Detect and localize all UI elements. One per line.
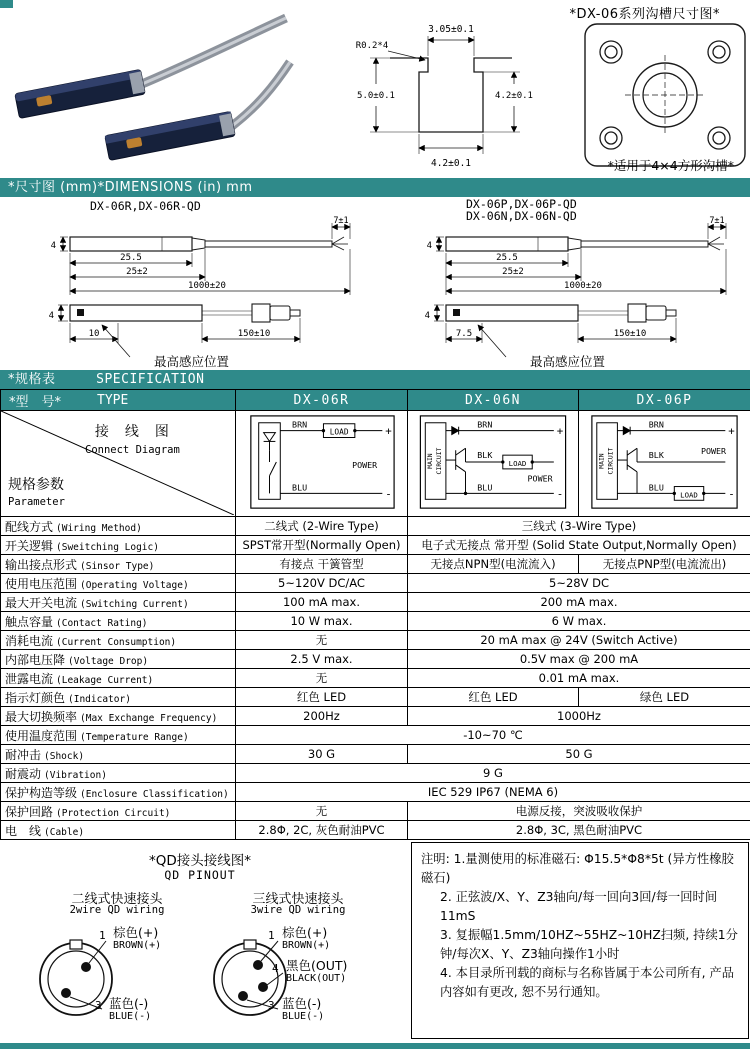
- pin-label-en: BLUE(-): [109, 1011, 152, 1023]
- spec-row-max-frequency: [1, 707, 750, 726]
- label-cn: 消耗电流: [5, 633, 54, 648]
- dim-10: 10: [88, 329, 100, 339]
- minus-terminal: -: [728, 487, 735, 501]
- wire-blu-label: BLU: [477, 482, 493, 493]
- dim-25: 25±2: [126, 267, 148, 277]
- spec-cell: 30 G: [236, 745, 408, 764]
- label-cn: 开关逻辑: [5, 538, 54, 553]
- spec-row-label: [1, 726, 236, 745]
- transistor-and-wires: [617, 427, 725, 501]
- label-cn: 配线方式: [5, 519, 54, 534]
- circuit-label: CIRCUIT: [434, 447, 443, 475]
- spec-row-protection-circuit: [1, 802, 750, 821]
- spec-cell: -10~70 ℃: [236, 726, 750, 745]
- wire-blk-label: BLK: [477, 450, 493, 461]
- qd-2wire-header-en: 2wire QD wiring: [69, 904, 165, 916]
- label-en: (Shock): [44, 750, 85, 762]
- connect-diagram-label: [85, 421, 180, 456]
- qd-connector-drawings: [0, 841, 411, 1043]
- spec-row-label: [1, 783, 236, 802]
- spec-row-label: [1, 821, 236, 840]
- spec-row-label: [1, 745, 236, 764]
- note-item: 2. 正弦波/X、Y、Z3轴向/每一回向3回/每一回时间11mS: [440, 890, 718, 924]
- qd-2wire-header-cn: 二线式快速接头: [71, 892, 163, 907]
- dimension-drawing-dx06r: [2, 197, 372, 370]
- spec-row-label: [1, 536, 236, 555]
- spec-cell: 无: [236, 631, 408, 650]
- spec-row-label: [1, 631, 236, 650]
- spec-cell: 5~120V DC/AC: [236, 574, 408, 593]
- connect-diagram-dx06p: [579, 411, 749, 515]
- spec-row-indicator: [1, 688, 750, 707]
- label-cn: 使用温度范围: [5, 728, 78, 743]
- label-en: (Current Consumption): [56, 636, 177, 648]
- label-en: (Vibration): [44, 769, 107, 781]
- label-en: (Enclosure Classification): [80, 788, 229, 800]
- label-en: (Contact Rating): [56, 617, 148, 629]
- plus-terminal: +: [385, 424, 392, 438]
- groove-diagram-title: *DX-06系列沟槽尺寸图*: [569, 7, 720, 22]
- dim-7: 7±1: [709, 216, 725, 226]
- spec-row-shock: [1, 745, 750, 764]
- diagram-header-cell: [1, 411, 236, 517]
- reed-led-component: [259, 423, 281, 500]
- specification-header-bar: [0, 370, 750, 389]
- spec-cell: 9 G: [236, 764, 750, 783]
- groove-dim-radius: R0.2*4: [355, 41, 389, 51]
- load-label: LOAD: [329, 427, 349, 437]
- spec-cell: 二线式 (2-Wire Type): [236, 517, 408, 536]
- spec-cell: 0.5V max @ 200 mA: [408, 650, 750, 669]
- label-en: (Sweitching Logic): [56, 541, 159, 553]
- pin-label-brown-2w: [113, 926, 161, 952]
- groove-dim-right: 4.2±0.1: [495, 91, 533, 101]
- spec-cell: 绿色 LED: [579, 688, 750, 707]
- bottom-section: [0, 841, 750, 1043]
- label-cn: 输出接点形式: [5, 557, 78, 572]
- dimensions-header-bar: [0, 178, 750, 197]
- pin-number: 4: [272, 962, 279, 975]
- groove-dim-top: 3.05±0.1: [428, 24, 474, 35]
- pin-number: 1: [268, 929, 275, 942]
- qd-pinout-title-en: QD PINOUT: [164, 868, 236, 882]
- main-label: MAIN: [597, 453, 606, 469]
- minus-terminal: -: [385, 487, 392, 501]
- dim-255: 25.5: [120, 253, 142, 263]
- spec-cell: 红色 LED: [236, 688, 408, 707]
- spec-cell: 无接点NPN型(电流流入): [408, 555, 579, 574]
- connect-diagram-en: Connect Diagram: [85, 444, 180, 456]
- dim-4-bottom: 4: [48, 311, 54, 321]
- label-cn: 内部电压降: [5, 652, 66, 667]
- spec-row-vibration: [1, 764, 750, 783]
- dimensions-header-text: *尺寸图 (mm)*DIMENSIONS (in) mm: [8, 180, 253, 195]
- groove-dimension-diagram: [332, 20, 750, 172]
- pin-label-cn: 棕色(+): [113, 925, 159, 940]
- spec-cell: 6 W max.: [408, 612, 750, 631]
- label-cn: 使用电压范围: [5, 576, 78, 591]
- spec-row-label: [1, 555, 236, 574]
- spec-cell: 5~28V DC: [408, 574, 750, 593]
- label-cn: 电 线: [5, 823, 42, 838]
- parameter-label: [8, 474, 65, 508]
- power-label: POWER: [352, 459, 378, 470]
- dim-75: 7.5: [455, 329, 473, 339]
- sensor-body-1: [15, 69, 145, 118]
- pin-number: 3: [95, 999, 102, 1012]
- type-header-label-cell: [1, 390, 236, 411]
- main-label: MAIN: [426, 453, 435, 469]
- label-cn: 最大切换频率: [5, 709, 78, 724]
- spec-cell: 0.01 mA max.: [408, 669, 750, 688]
- label-en: (Switching Current): [80, 598, 189, 610]
- circuit-cell-dx06n: [408, 411, 579, 517]
- dim-4-bottom: 4: [424, 311, 430, 321]
- spec-row-label: [1, 669, 236, 688]
- spec-cell: 1000Hz: [408, 707, 750, 726]
- dim-4-top: 4: [50, 241, 56, 251]
- pin-label-blue-2w: [109, 997, 151, 1023]
- notes-box: [411, 842, 749, 1039]
- max-sensing-label: 最高感应位置: [530, 354, 606, 369]
- spec-row-label: [1, 688, 236, 707]
- spec-row-current-consumption: [1, 631, 750, 650]
- label-cn: 触点容量: [5, 614, 54, 629]
- spec-row-wiring-method: [1, 517, 750, 536]
- spec-row-label: [1, 707, 236, 726]
- spec-row-temperature-range: [1, 726, 750, 745]
- power-label: POWER: [701, 446, 727, 457]
- label-cn: 指示灯颜色: [5, 690, 66, 705]
- qd-pinout-title-cn: *QD接头接线图*: [148, 853, 252, 869]
- spec-row-label: [1, 612, 236, 631]
- parameter-en: Parameter: [8, 496, 65, 508]
- spec-cell: 电源反接，突波吸收保护: [408, 802, 750, 821]
- spec-row-label: [1, 593, 236, 612]
- spec-cell: 2.5 V max.: [236, 650, 408, 669]
- parameter-cn: 规格参数: [8, 477, 64, 493]
- spec-row-label: [1, 802, 236, 821]
- spec-row-label: [1, 764, 236, 783]
- dim-7: 7±1: [333, 216, 349, 226]
- sensor-body-2: [105, 111, 235, 160]
- groove-fit-note: *适用于4×4方形沟槽*: [607, 158, 734, 173]
- connect-diagram-row: [1, 411, 750, 517]
- max-sensing-label: 最高感应位置: [154, 354, 230, 369]
- spec-header-cn: *规格表: [8, 372, 56, 387]
- wire-blu-label: BLU: [292, 482, 308, 493]
- model-header-dx06p: DX-06P: [579, 390, 750, 411]
- pin-label-blue-3w: [282, 997, 324, 1023]
- pin-label-en: BROWN(+): [113, 940, 162, 952]
- type-label-cn: *型 号*: [9, 394, 62, 410]
- qd-3wire-header-en: 3wire QD wiring: [250, 904, 346, 916]
- spec-row-switching-logic: [1, 536, 750, 555]
- spec-row-contact-rating: [1, 612, 750, 631]
- bottom-accent-bar: [0, 1043, 750, 1049]
- qd-3wire-header-cn: 三线式快速接头: [252, 892, 344, 907]
- top-section: [0, 0, 750, 178]
- power-label: POWER: [527, 473, 553, 484]
- spec-header-en: SPECIFICATION: [96, 372, 205, 387]
- spec-cell: 2.8Φ, 3C, 黑色耐油PVC: [408, 821, 750, 840]
- notes-heading: 注明:: [421, 852, 450, 866]
- dimension-drawing-dx06pn: [378, 197, 748, 370]
- label-en: (Sinsor Type): [80, 560, 155, 572]
- sensor-cables: [142, 18, 290, 126]
- label-en: (Operating Voltage): [80, 579, 189, 591]
- model-header-dx06n: DX-06N: [408, 390, 579, 411]
- groove-dim-bottom: 4.2±0.1: [430, 158, 472, 169]
- spec-cell: 无接点PNP型(电流流出): [579, 555, 750, 574]
- model-label: DX-06R,DX-06R-QD: [90, 199, 201, 213]
- spec-row-leakage-current: [1, 669, 750, 688]
- note-item: 3. 复振幅1.5mm/10HZ~55HZ~10HZ扫频, 持续1分钟/每次X、Y、Z3轴向操作1小时: [440, 928, 738, 962]
- spec-cell: SPST常开型(Normally Open): [236, 536, 408, 555]
- spec-cell: 电子式无接点 常开型 (Solid State Output,Normally Open): [408, 536, 750, 555]
- pin-label-en: BLACK(OUT): [286, 973, 347, 985]
- label-en: (Indicator): [68, 693, 131, 705]
- spec-cell: 200 mA max.: [408, 593, 750, 612]
- spec-cell: 20 mA max @ 24V (Switch Active): [408, 631, 750, 650]
- spec-cell: 红色 LED: [408, 688, 579, 707]
- dim-1000: 1000±20: [188, 281, 226, 291]
- dim-150: 150±10: [237, 329, 271, 339]
- spec-row-switching-current: [1, 593, 750, 612]
- label-en: (Max Exchange Frequency): [80, 712, 218, 724]
- dim-150: 150±10: [613, 329, 647, 339]
- label-en: (Voltage Drop): [68, 655, 149, 667]
- pin-label-en: BROWN(+): [282, 940, 331, 952]
- pin-label-cn: 蓝色(-): [282, 996, 322, 1011]
- plus-terminal: +: [728, 424, 735, 438]
- dimension-drawings-section: [0, 197, 750, 370]
- pin-label-brown-3w: [282, 926, 330, 952]
- connect-diagram-dx06r: [236, 411, 406, 515]
- wire-brn-label: BRN: [648, 419, 664, 430]
- pin-label-cn: 黑色(OUT): [286, 958, 348, 973]
- dim-1000: 1000±20: [564, 281, 602, 291]
- label-en: (Cable): [44, 826, 85, 838]
- dim-4-top: 4: [426, 241, 432, 251]
- dim-25: 25±2: [502, 267, 524, 277]
- label-en: (Protection Circuit): [56, 807, 171, 819]
- label-cn: 耐冲击: [5, 747, 42, 762]
- pin-label-cn: 棕色(+): [282, 925, 328, 940]
- spec-row-operating-voltage: [1, 574, 750, 593]
- connect-diagram-cn: 接 线 图: [94, 424, 170, 440]
- note-item: 1.量测使用的标准磁石: Φ15.5*Φ8*5t (异方性橡胶磁石): [421, 852, 734, 886]
- type-label-en: TYPE: [97, 392, 129, 408]
- spec-row-sensor-type: [1, 555, 750, 574]
- spec-cell: 10 W max.: [236, 612, 408, 631]
- spec-cell: 无: [236, 669, 408, 688]
- label-cn: 保护构造等级: [5, 785, 78, 800]
- product-photo: [2, 6, 294, 174]
- groove-dim-left: 5.0±0.1: [357, 91, 395, 101]
- spec-row-label: [1, 517, 236, 536]
- spec-cell: 三线式 (3-Wire Type): [408, 517, 750, 536]
- circuit-cell-dx06p: [579, 411, 750, 517]
- spec-row-cable: [1, 821, 750, 840]
- pin-label-en: BLUE(-): [282, 1011, 325, 1023]
- circuit-cell-dx06r: [236, 411, 408, 517]
- spec-row-enclosure: [1, 783, 750, 802]
- label-cn: 泄露电流: [5, 671, 54, 686]
- label-en: (Leakage Current): [56, 674, 154, 686]
- note-item: 4. 本目录所刊载的商标与名称皆属于本公司所有, 产品内容如有更改, 恕不另行通知。: [440, 966, 734, 1000]
- specification-table: [0, 389, 750, 840]
- spec-row-label: [1, 574, 236, 593]
- spec-cell: 100 mA max.: [236, 593, 408, 612]
- spec-cell: IEC 529 IP67 (NEMA 6): [236, 783, 750, 802]
- pin-label-black-3w: [286, 959, 347, 985]
- dim-255: 25.5: [496, 253, 518, 263]
- wire-blu-label: BLU: [648, 482, 664, 493]
- note-line-1: [421, 850, 739, 888]
- pin-label-cn: 蓝色(-): [109, 996, 149, 1011]
- spec-cell: 50 G: [408, 745, 750, 764]
- flange-front-view: [585, 24, 745, 166]
- model-label-1: DX-06P,DX-06P-QD: [466, 197, 577, 211]
- wire-brn-label: BRN: [477, 419, 493, 430]
- spec-cell: 有接点 干簧管型: [236, 555, 408, 574]
- spec-cell: 2.8Φ, 2C, 灰色耐油PVC: [236, 821, 408, 840]
- model-header-dx06r: DX-06R: [236, 390, 408, 411]
- load-label: LOAD: [680, 490, 698, 500]
- label-cn: 最大开关电流: [5, 595, 78, 610]
- wire-brn-label: BRN: [292, 419, 308, 430]
- connector-3wire: [214, 940, 286, 1015]
- label-cn: 保护回路: [5, 804, 54, 819]
- spec-cell: 无: [236, 802, 408, 821]
- spec-cell: 200Hz: [236, 707, 408, 726]
- pin-number: 1: [99, 929, 106, 942]
- plus-terminal: +: [556, 424, 564, 438]
- type-header-row: [1, 390, 750, 411]
- spec-row-voltage-drop: [1, 650, 750, 669]
- spec-row-label: [1, 650, 236, 669]
- label-en: (Temperature Range): [80, 731, 189, 743]
- load-label: LOAD: [508, 458, 527, 468]
- pin-number: 3: [268, 999, 275, 1012]
- label-cn: 耐震动: [5, 766, 42, 781]
- label-en: (Wiring Method): [56, 522, 142, 534]
- circuit-label: CIRCUIT: [606, 447, 615, 475]
- wire-blk-label: BLK: [648, 450, 664, 461]
- model-label-2: DX-06N,DX-06N-QD: [466, 209, 577, 223]
- connect-diagram-dx06n: [408, 411, 577, 515]
- minus-terminal: -: [556, 487, 564, 501]
